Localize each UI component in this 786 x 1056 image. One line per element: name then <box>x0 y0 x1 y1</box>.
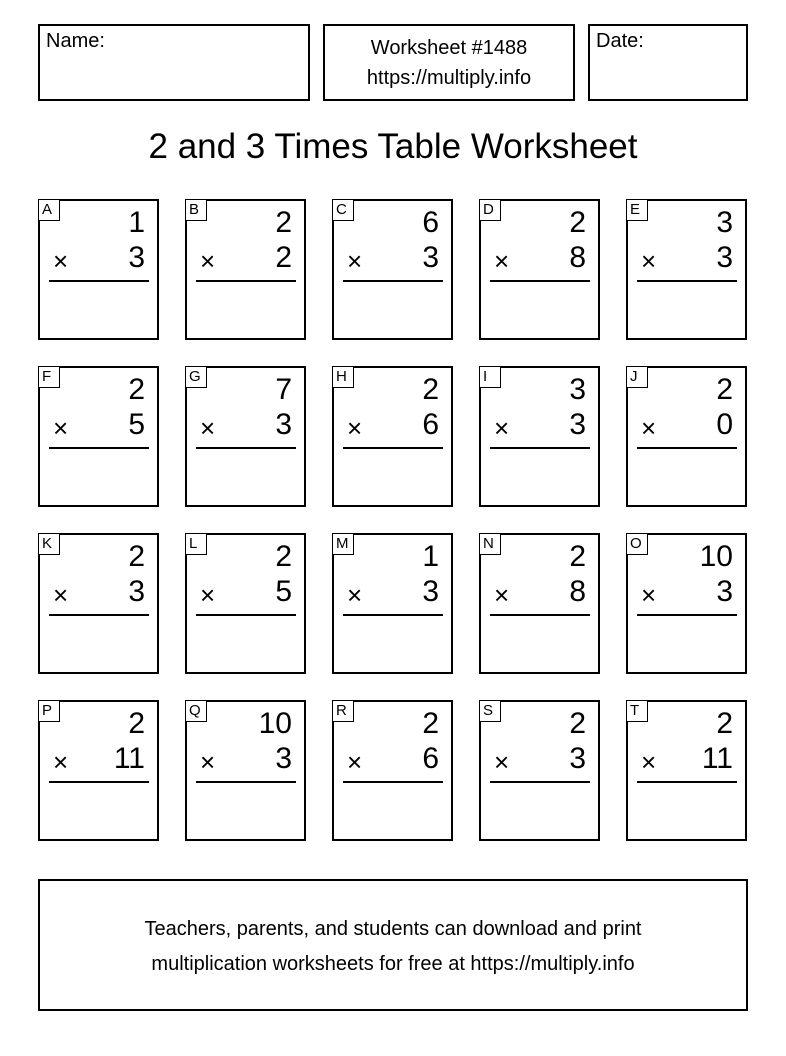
answer-line <box>637 280 737 282</box>
multiplier: 5 <box>275 575 292 608</box>
problem-card[interactable] <box>479 366 600 507</box>
answer-line <box>490 447 590 449</box>
problem-letter: N <box>479 533 501 555</box>
name-label: Name: <box>46 30 105 52</box>
times-sign: × <box>641 413 657 443</box>
multiplicand: 10 <box>699 540 733 573</box>
answer-line <box>637 781 737 783</box>
problem-card[interactable] <box>479 533 600 674</box>
multiplier: 3 <box>128 575 145 608</box>
answer-line <box>637 614 737 616</box>
answer-line <box>343 614 443 616</box>
multiplier: 3 <box>128 241 145 274</box>
answer-line <box>196 781 296 783</box>
multiplicand: 6 <box>422 206 439 239</box>
answer-line <box>490 614 590 616</box>
problem-letter: R <box>332 700 354 722</box>
footer-line-1: Teachers, parents, and students can download and print <box>144 918 642 940</box>
times-sign: × <box>200 580 216 610</box>
problem-letter: A <box>38 199 60 221</box>
times-sign: × <box>347 580 363 610</box>
answer-line <box>196 280 296 282</box>
times-sign: × <box>347 413 363 443</box>
problem-card[interactable] <box>479 700 600 841</box>
page-title: 2 and 3 Times Table Worksheet <box>148 127 638 166</box>
times-sign: × <box>641 246 657 276</box>
problem-card[interactable] <box>626 366 747 507</box>
answer-line <box>343 280 443 282</box>
times-sign: × <box>200 747 216 777</box>
multiplier: 3 <box>569 408 586 441</box>
problem-letter: L <box>185 533 207 555</box>
multiplicand: 7 <box>275 373 292 406</box>
worksheet-number: Worksheet #1488 <box>370 37 528 59</box>
multiplicand: 2 <box>422 373 439 406</box>
problem-card[interactable] <box>626 199 747 340</box>
problem-letter: F <box>38 366 60 388</box>
multiplicand: 2 <box>716 707 733 740</box>
multiplier: 11 <box>113 742 145 775</box>
date-label: Date: <box>596 30 644 52</box>
multiplicand: 2 <box>128 373 145 406</box>
times-sign: × <box>53 747 69 777</box>
times-sign: × <box>53 580 69 610</box>
multiplicand: 10 <box>258 707 292 740</box>
worksheet-info-box <box>323 24 575 101</box>
multiplicand: 3 <box>569 373 586 406</box>
multiplier: 3 <box>275 742 292 775</box>
multiplicand: 1 <box>422 540 439 573</box>
times-sign: × <box>641 580 657 610</box>
answer-line <box>490 280 590 282</box>
times-sign: × <box>641 747 657 777</box>
multiplier: 3 <box>422 241 439 274</box>
multiplicand: 2 <box>569 206 586 239</box>
problem-card[interactable] <box>332 366 453 507</box>
name-field-box[interactable] <box>38 24 310 101</box>
multiplicand: 2 <box>569 540 586 573</box>
multiplier: 6 <box>422 742 439 775</box>
footer-line-2: multiplication worksheets for free at https://multiply.info <box>151 953 635 975</box>
problem-letter: E <box>626 199 648 221</box>
date-field-box[interactable] <box>588 24 748 101</box>
problem-letter: S <box>479 700 501 722</box>
multiplicand: 2 <box>716 373 733 406</box>
times-sign: × <box>494 747 510 777</box>
problem-card[interactable] <box>332 700 453 841</box>
answer-line <box>196 447 296 449</box>
problem-card[interactable] <box>185 199 306 340</box>
times-sign: × <box>494 413 510 443</box>
problem-letter: M <box>332 533 354 555</box>
problem-letter: G <box>185 366 207 388</box>
answer-line <box>49 447 149 449</box>
answer-line <box>49 280 149 282</box>
multiplicand: 2 <box>275 206 292 239</box>
multiplicand: 2 <box>275 540 292 573</box>
problem-card[interactable] <box>38 199 159 340</box>
problem-card[interactable] <box>185 700 306 841</box>
multiplier: 3 <box>569 742 586 775</box>
problem-card[interactable] <box>185 366 306 507</box>
multiplicand: 2 <box>128 540 145 573</box>
times-sign: × <box>494 246 510 276</box>
multiplicand: 1 <box>128 206 145 239</box>
problem-card[interactable] <box>38 533 159 674</box>
problem-letter: K <box>38 533 60 555</box>
times-sign: × <box>494 580 510 610</box>
answer-line <box>637 447 737 449</box>
answer-line <box>49 614 149 616</box>
multiplier: 8 <box>569 575 586 608</box>
multiplier: 6 <box>422 408 439 441</box>
problem-letter: T <box>626 700 648 722</box>
footer-box <box>38 879 748 1011</box>
times-sign: × <box>53 413 69 443</box>
problem-card[interactable] <box>38 366 159 507</box>
answer-line <box>49 781 149 783</box>
problem-letter: H <box>332 366 354 388</box>
problem-letter: Q <box>185 700 207 722</box>
answer-line <box>490 781 590 783</box>
times-sign: × <box>347 747 363 777</box>
multiplicand: 3 <box>716 206 733 239</box>
multiplicand: 2 <box>128 707 145 740</box>
multiplier: 3 <box>422 575 439 608</box>
problem-letter: J <box>626 366 648 388</box>
problem-card[interactable] <box>332 533 453 674</box>
multiplicand: 2 <box>569 707 586 740</box>
multiplier: 11 <box>701 742 733 775</box>
problem-letter: I <box>479 366 501 388</box>
times-sign: × <box>200 246 216 276</box>
multiplicand: 2 <box>422 707 439 740</box>
multiplier: 5 <box>128 408 145 441</box>
problem-letter: O <box>626 533 648 555</box>
multiplier: 3 <box>716 241 733 274</box>
worksheet-url: https://multiply.info <box>366 67 532 89</box>
times-sign: × <box>347 246 363 276</box>
multiplier: 3 <box>716 575 733 608</box>
problem-card[interactable] <box>479 199 600 340</box>
problem-card[interactable] <box>626 533 747 674</box>
problem-card[interactable] <box>38 700 159 841</box>
problem-letter: C <box>332 199 354 221</box>
multiplier: 2 <box>275 241 292 274</box>
problem-letter: P <box>38 700 60 722</box>
multiplier: 0 <box>716 408 733 441</box>
times-sign: × <box>53 246 69 276</box>
problem-letter: D <box>479 199 501 221</box>
answer-line <box>343 447 443 449</box>
times-sign: × <box>200 413 216 443</box>
problem-card[interactable] <box>185 533 306 674</box>
multiplier: 8 <box>569 241 586 274</box>
problem-letter: B <box>185 199 207 221</box>
problem-card[interactable] <box>332 199 453 340</box>
answer-line <box>343 781 443 783</box>
answer-line <box>196 614 296 616</box>
multiplier: 3 <box>275 408 292 441</box>
problem-card[interactable] <box>626 700 747 841</box>
